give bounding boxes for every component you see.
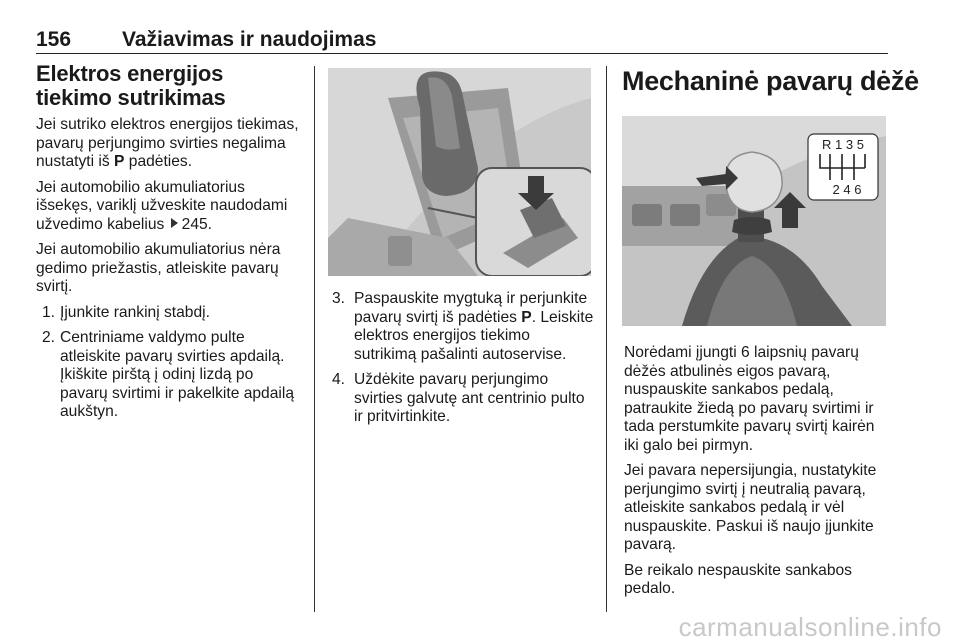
column-3 — [624, 344, 888, 606]
heading-manual-transmission: Mechaninė pavarų dėžė — [622, 66, 919, 96]
steps-list-2 — [332, 290, 594, 427]
page-reference-icon — [171, 218, 178, 228]
gear-pattern-bottom-label: 2 4 6 — [832, 182, 862, 197]
list-item: 2. Centriniame valdymo pulte atleiskite pavarų svirties apdailą. Įkiškite pirštą į odinį lizdą po pavarų svirtimi ir pakelkite apdailą aukštyn. — [42, 329, 295, 420]
column-divider-left — [314, 66, 315, 612]
steps-list-1 — [36, 304, 304, 422]
paragraph-reverse-gear: Norėdami įjungti 6 laipsnių pavarų dėžės atbulinės eigos pavarą, nuspauskite sankabos pedalą, patraukite žiedą po pavarų svirtimi ir tada perstumkite pavarų svirtį kairėn iki galo bei pirmyn. — [624, 344, 875, 454]
list-item: 1. Įjunkite rankinį stabdį. — [42, 303, 210, 321]
paragraph-battery: Jei automobilio akumuliatorius išsekęs, variklį užveskite naudodami užvedimo kabelius 245. — [36, 178, 288, 233]
gear-pattern-top-label: R 1 3 5 — [822, 137, 864, 152]
list-item: 4. Uždėkite pavarų perjungimo svirties galvutę ant centrinio pulto ir pritvirtinkite. — [332, 371, 585, 425]
figure-manual-shifter — [622, 116, 886, 326]
heading-power-failure: Elektros energijos tiekimo sutrikimas — [36, 61, 226, 110]
column-divider-right — [606, 66, 607, 612]
section-title: Važiavimas ir naudojimas — [122, 28, 377, 51]
paragraph-release-lever: Jei automobilio akumuliatorius nėra gedimo priežastis, atleiskite pavarų svirtį. — [36, 241, 281, 295]
page-number: 156 — [36, 28, 72, 51]
paragraph-gear-not-engaging: Jei pavara nepersijungia, nustatykite perjungimo svirtį į neutralią pavarą, atleiskite sankabos pedalą ir vėl nuspauskite. Paskui iš naujo įjunkite pavarą. — [624, 462, 877, 553]
paragraph-power-failure: Jei sutriko elektros energijos tiekimas, pavarų perjungimo svirties negalima nustatyti iš P padėties. — [36, 116, 299, 170]
list-item: 3. Paspauskite mygtuką ir perjunkite pavarų svirtį iš padėties P. Leiskite elektros energijos tiekimo sutrikimą pašalinti autoservise. — [332, 290, 594, 363]
watermark: carmanualsonline.info — [678, 612, 942, 642]
paragraph-clutch-advice: Be reikalo nespauskite sankabos pedalo. — [624, 561, 852, 597]
figure-shifter-release — [328, 68, 591, 276]
page-reference-link[interactable]: 245. — [181, 215, 212, 233]
page-header — [36, 28, 888, 54]
column-1 — [36, 62, 304, 429]
column-2 — [332, 290, 594, 434]
